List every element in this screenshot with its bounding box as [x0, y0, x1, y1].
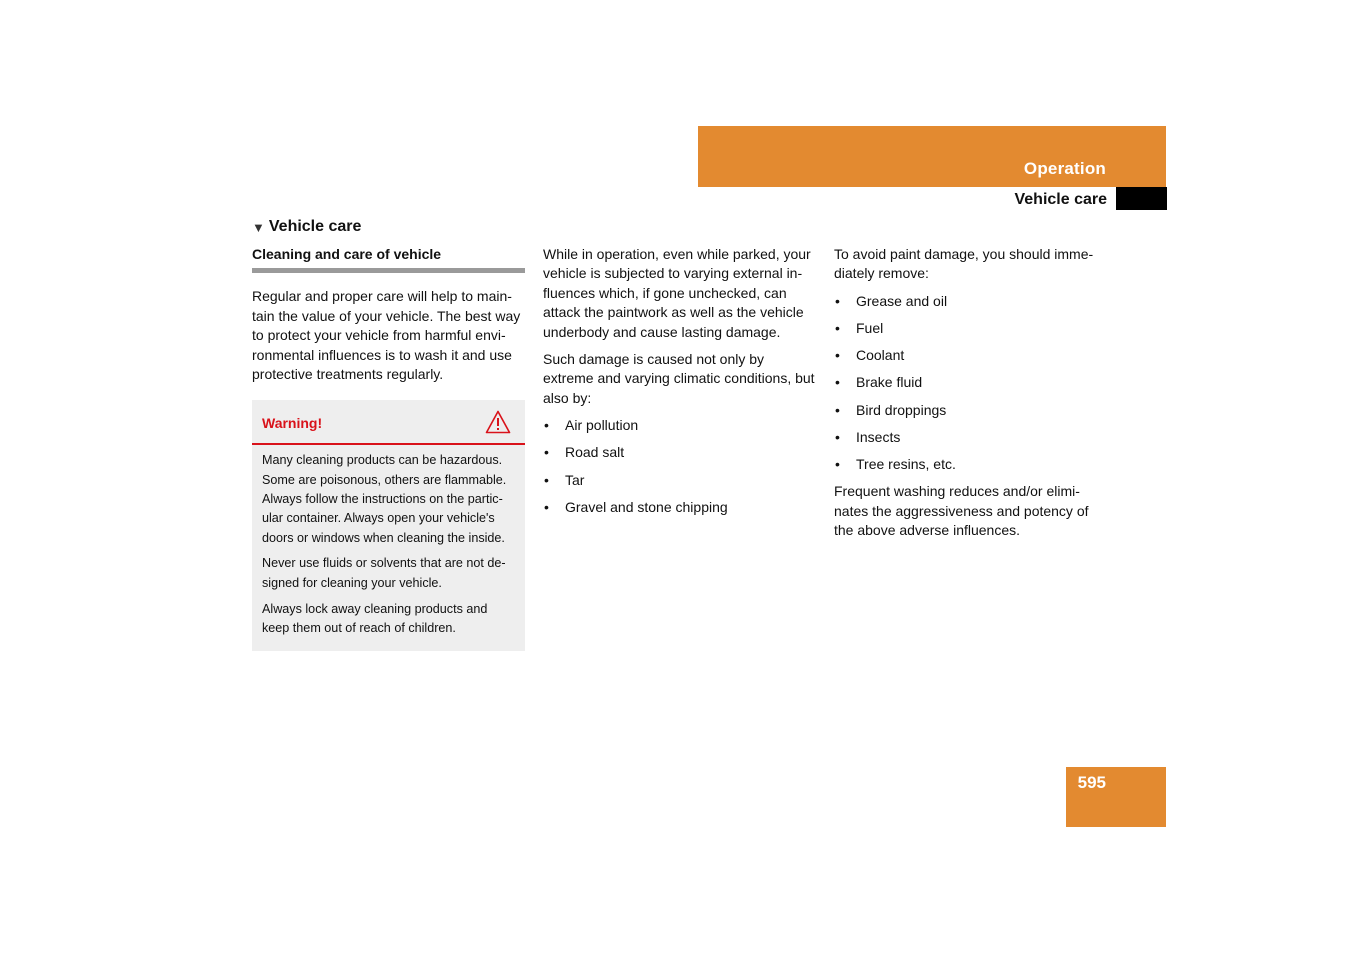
warning-paragraph: Always lock away cleaning products and keep them out of reach of children. [262, 601, 488, 635]
page-number: 595 [1077, 773, 1106, 792]
chapter-title: Operation [1023, 159, 1106, 178]
triangle-down-icon: ▼ [252, 219, 265, 235]
bullet-list [834, 292, 1109, 475]
warning-header [252, 400, 525, 445]
column-1 [252, 245, 525, 651]
list-item: • Gravel and stone chipping [543, 498, 818, 517]
list-item: • Brake fluid [834, 373, 1109, 392]
list-item: • Bird droppings [834, 401, 1109, 420]
warning-body [252, 445, 525, 650]
warning-box [252, 400, 525, 650]
list-item: • Insects [834, 428, 1109, 447]
paragraph: Frequent washing reduces and/or elimi-nates the aggressiveness and potency of the above adverse influences. [834, 483, 1089, 539]
paragraph: To avoid paint damage, you should imme-diately remove: [834, 246, 1094, 282]
subsection-title: Cleaning and care of vehicle [252, 245, 525, 273]
list-item: • Grease and oil [834, 292, 1109, 311]
list-item: • Tar [543, 471, 818, 490]
list-item: • Road salt [543, 443, 818, 462]
warning-triangle-icon [485, 410, 511, 434]
section-header: Vehicle care [1014, 191, 1107, 208]
paragraph: While in operation, even while parked, your vehicle is subjected to varying external in-fluences which, if gone unchecked, can attack the paintwork as well as the vehicle underbody and cause lasting damage. [543, 246, 811, 340]
warning-title: Warning! [262, 415, 323, 432]
list-item: • Air pollution [543, 416, 818, 435]
page-title-text: Vehicle care [268, 218, 362, 235]
paragraph: Such damage is caused not only by extreme and varying climatic conditions, but also by: [543, 351, 815, 406]
column-3 [834, 245, 1109, 549]
bullet-list [543, 416, 818, 517]
page-number-box [1066, 767, 1166, 827]
list-item: • Fuel [834, 319, 1109, 338]
page-title [252, 218, 361, 236]
intro-paragraph: Regular and proper care will help to main-tain the value of your vehicle. The best way to protect your vehicle from harmful envi-ronmental influences is to wash it and use protective treatments regularly. [252, 288, 521, 383]
warning-paragraph: Many cleaning products can be hazardous. Some are poisonous, others are flammable. Always follow the instructions on the partic-ular container. Always open your vehicle's doors or windows when cleaning the inside. [262, 453, 507, 545]
list-item: • Tree resins, etc. [834, 455, 1109, 474]
chapter-header-bar [698, 126, 1166, 187]
column-2 [543, 245, 818, 525]
list-item: • Coolant [834, 346, 1109, 365]
section-tab-marker [1116, 187, 1167, 210]
warning-paragraph: Never use fluids or solvents that are not de-signed for cleaning your vehicle. [262, 556, 506, 590]
